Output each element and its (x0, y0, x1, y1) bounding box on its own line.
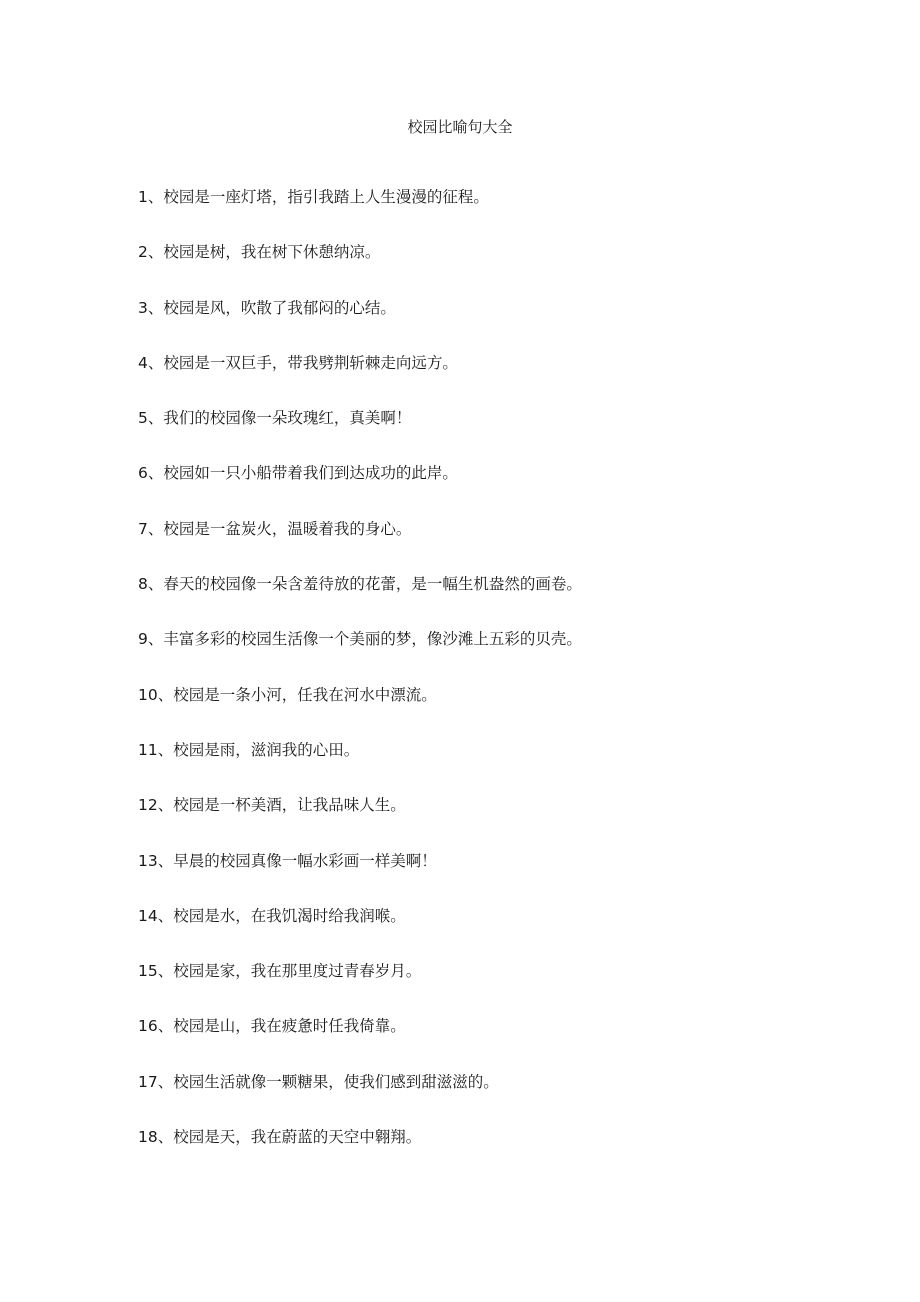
list-item: 3、校园是风，吹散了我郁闷的心结。 (138, 298, 396, 317)
list-item: 4、校园是一双巨手，带我劈荆斩棘走向远方。 (138, 353, 458, 372)
list-item: 15、校园是家，我在那里度过青春岁月。 (138, 962, 422, 981)
simile-list (138, 185, 582, 1180)
list-item: 16、校园是山，我在疲惫时任我倚靠。 (138, 1017, 406, 1036)
list-item: 2、校园是树，我在树下休憩纳凉。 (138, 243, 381, 262)
list-item: 5、我们的校园像一朵玫瑰红，真美啊！ (138, 409, 412, 428)
list-item: 6、校园如一只小船带着我们到达成功的此岸。 (138, 464, 458, 483)
list-item: 12、校园是一杯美酒，让我品味人生。 (138, 796, 406, 815)
list-item: 9、丰富多彩的校园生活像一个美丽的梦，像沙滩上五彩的贝壳。 (138, 630, 582, 649)
list-item: 13、早晨的校园真像一幅水彩画一样美啊！ (138, 851, 437, 870)
list-item: 8、春天的校园像一朵含羞待放的花蕾，是一幅生机盎然的画卷。 (138, 575, 582, 594)
list-item: 7、校园是一盆炭火，温暖着我的身心。 (138, 519, 412, 538)
list-item: 10、校园是一条小河，任我在河水中漂流。 (138, 685, 437, 704)
document-title: 校园比喻句大全 (407, 118, 513, 136)
list-item: 11、校园是雨，滋润我的心田。 (138, 740, 360, 759)
list-item: 18、校园是天，我在蔚蓝的天空中翱翔。 (138, 1128, 422, 1147)
list-item: 17、校园生活就像一颗糖果，使我们感到甜滋滋的。 (138, 1072, 499, 1091)
list-item: 14、校园是水，在我饥渴时给我润喉。 (138, 906, 406, 925)
list-item: 1、校园是一座灯塔，指引我踏上人生漫漫的征程。 (138, 188, 489, 206)
